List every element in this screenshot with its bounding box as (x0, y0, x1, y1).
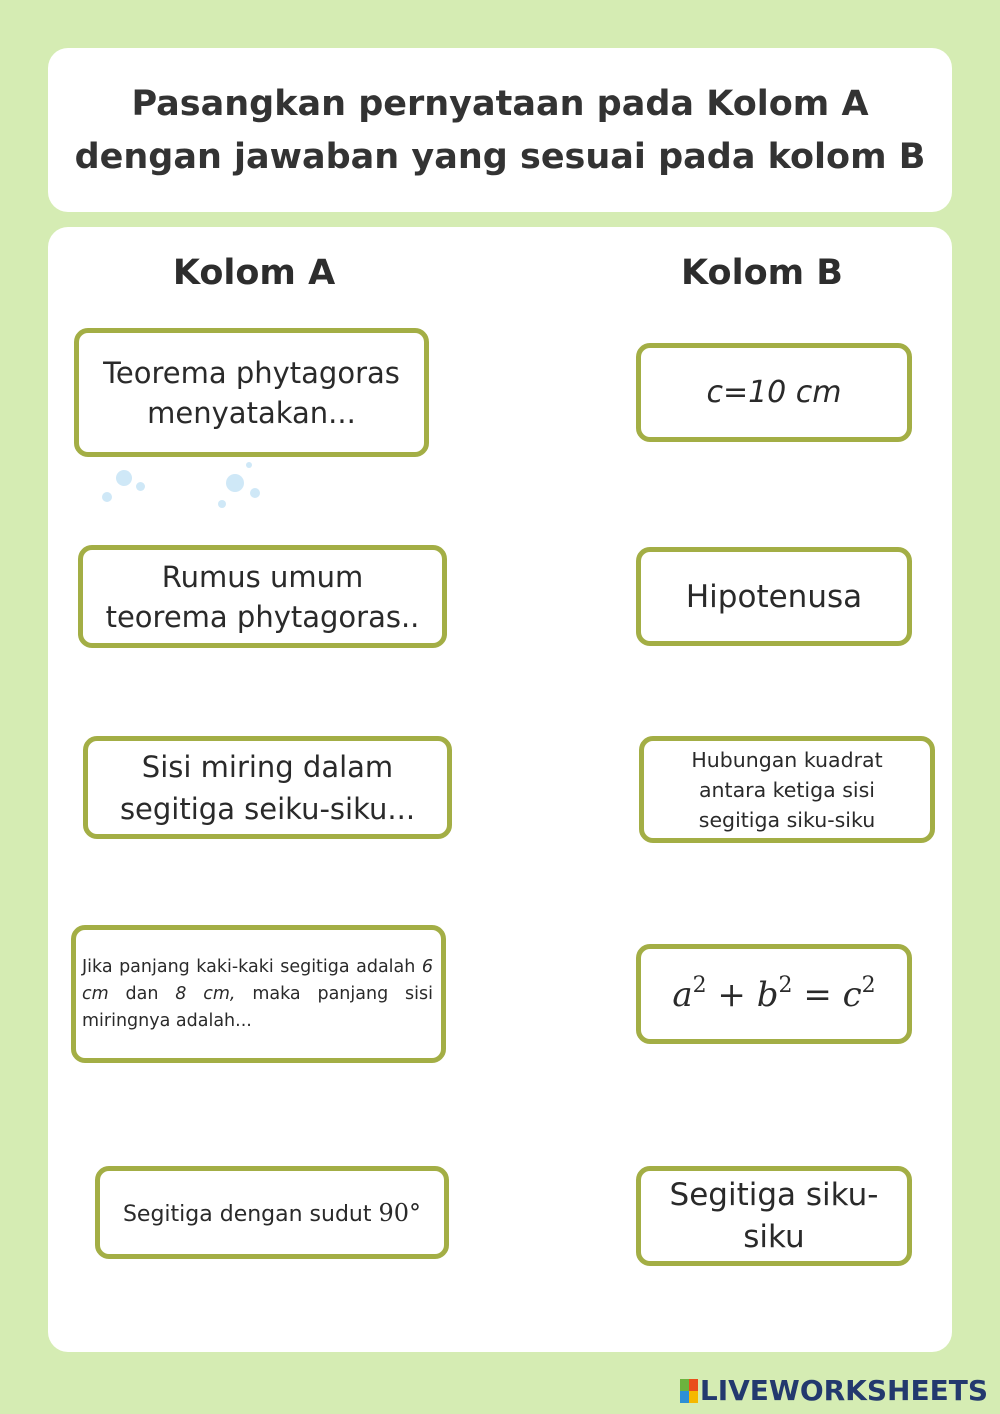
kolom-b-item-5[interactable] (636, 1166, 912, 1266)
formula-c: c (842, 975, 862, 1015)
formula-b: b (756, 975, 779, 1015)
kolom-a-item-4[interactable] (71, 925, 446, 1063)
kolom-a-item-3-line-1: Sisi miring dalam (141, 749, 394, 784)
kolom-a-item-2[interactable] (78, 545, 447, 648)
item-4-value-2: 8 cm, (175, 983, 236, 1004)
kolom-a-item-5-angle: 90° (378, 1198, 422, 1227)
kolom-a-item-2-line-2: teorema phytagoras.. (105, 599, 420, 634)
brand-text: LIVEWORKSHEETS (699, 1374, 988, 1407)
header-card (48, 48, 952, 212)
liveworksheets-logo-icon (680, 1379, 698, 1403)
item-4-part-2: dan (108, 983, 176, 1004)
kolom-b-item-5-line-1: Segitiga siku- (669, 1177, 879, 1213)
kolom-b-item-1-text: c=10 cm (706, 375, 842, 410)
formula-equals: = (803, 975, 832, 1015)
kolom-a-item-1-line-2: menyatakan... (147, 395, 356, 430)
kolom-a-item-5-text: Segitiga dengan sudut (122, 1201, 379, 1227)
page-title (48, 78, 952, 184)
formula-exp-b: 2 (778, 973, 793, 998)
kolom-a-item-4-text (82, 954, 433, 1035)
title-line-1: Pasangkan pernyataan pada Kolom A (131, 84, 869, 124)
item-4-part-1: Jika panjang kaki-kaki segitiga adalah (82, 956, 422, 977)
kolom-b-item-3-line-1: Hubungan kuadrat (691, 747, 883, 772)
kolom-a-item-3[interactable] (83, 736, 452, 839)
kolom-b-item-2[interactable] (636, 547, 912, 646)
formula-exp-c: 2 (861, 973, 876, 998)
kolom-a-item-3-line-2: segitiga seiku-siku... (119, 791, 416, 826)
kolom-b-item-3[interactable] (639, 736, 935, 843)
kolom-b-item-2-text: Hipotenusa (685, 578, 863, 615)
pythagoras-formula (672, 973, 875, 1015)
bubbles-decoration (98, 460, 273, 520)
kolom-a-heading: Kolom A (172, 253, 336, 293)
kolom-a-item-1-line-1: Teorema phytagoras (103, 355, 400, 390)
liveworksheets-brand[interactable] (680, 1374, 988, 1407)
kolom-b-item-1[interactable] (636, 343, 912, 442)
kolom-a-item-5[interactable] (95, 1166, 449, 1259)
item-4-part-3: maka panjang sisi miringnya adalah... (82, 983, 433, 1031)
formula-a: a (672, 975, 693, 1015)
kolom-a-item-2-line-1: Rumus umum (161, 559, 364, 594)
kolom-b-item-4-formula[interactable] (636, 944, 912, 1044)
kolom-b-item-5-line-2: siku (743, 1219, 805, 1255)
kolom-a-item-1[interactable] (74, 328, 429, 457)
item-4-value-1: 6 cm (82, 956, 433, 1004)
formula-exp-a: 2 (692, 973, 707, 998)
formula-plus: + (717, 975, 746, 1015)
kolom-b-item-3-line-2: antara ketiga sisi (698, 777, 875, 802)
kolom-b-heading: Kolom B (681, 253, 843, 293)
kolom-b-item-3-line-3: segitiga siku-siku (698, 807, 876, 832)
title-line-2: dengan jawaban yang sesuai pada kolom B (74, 137, 926, 177)
